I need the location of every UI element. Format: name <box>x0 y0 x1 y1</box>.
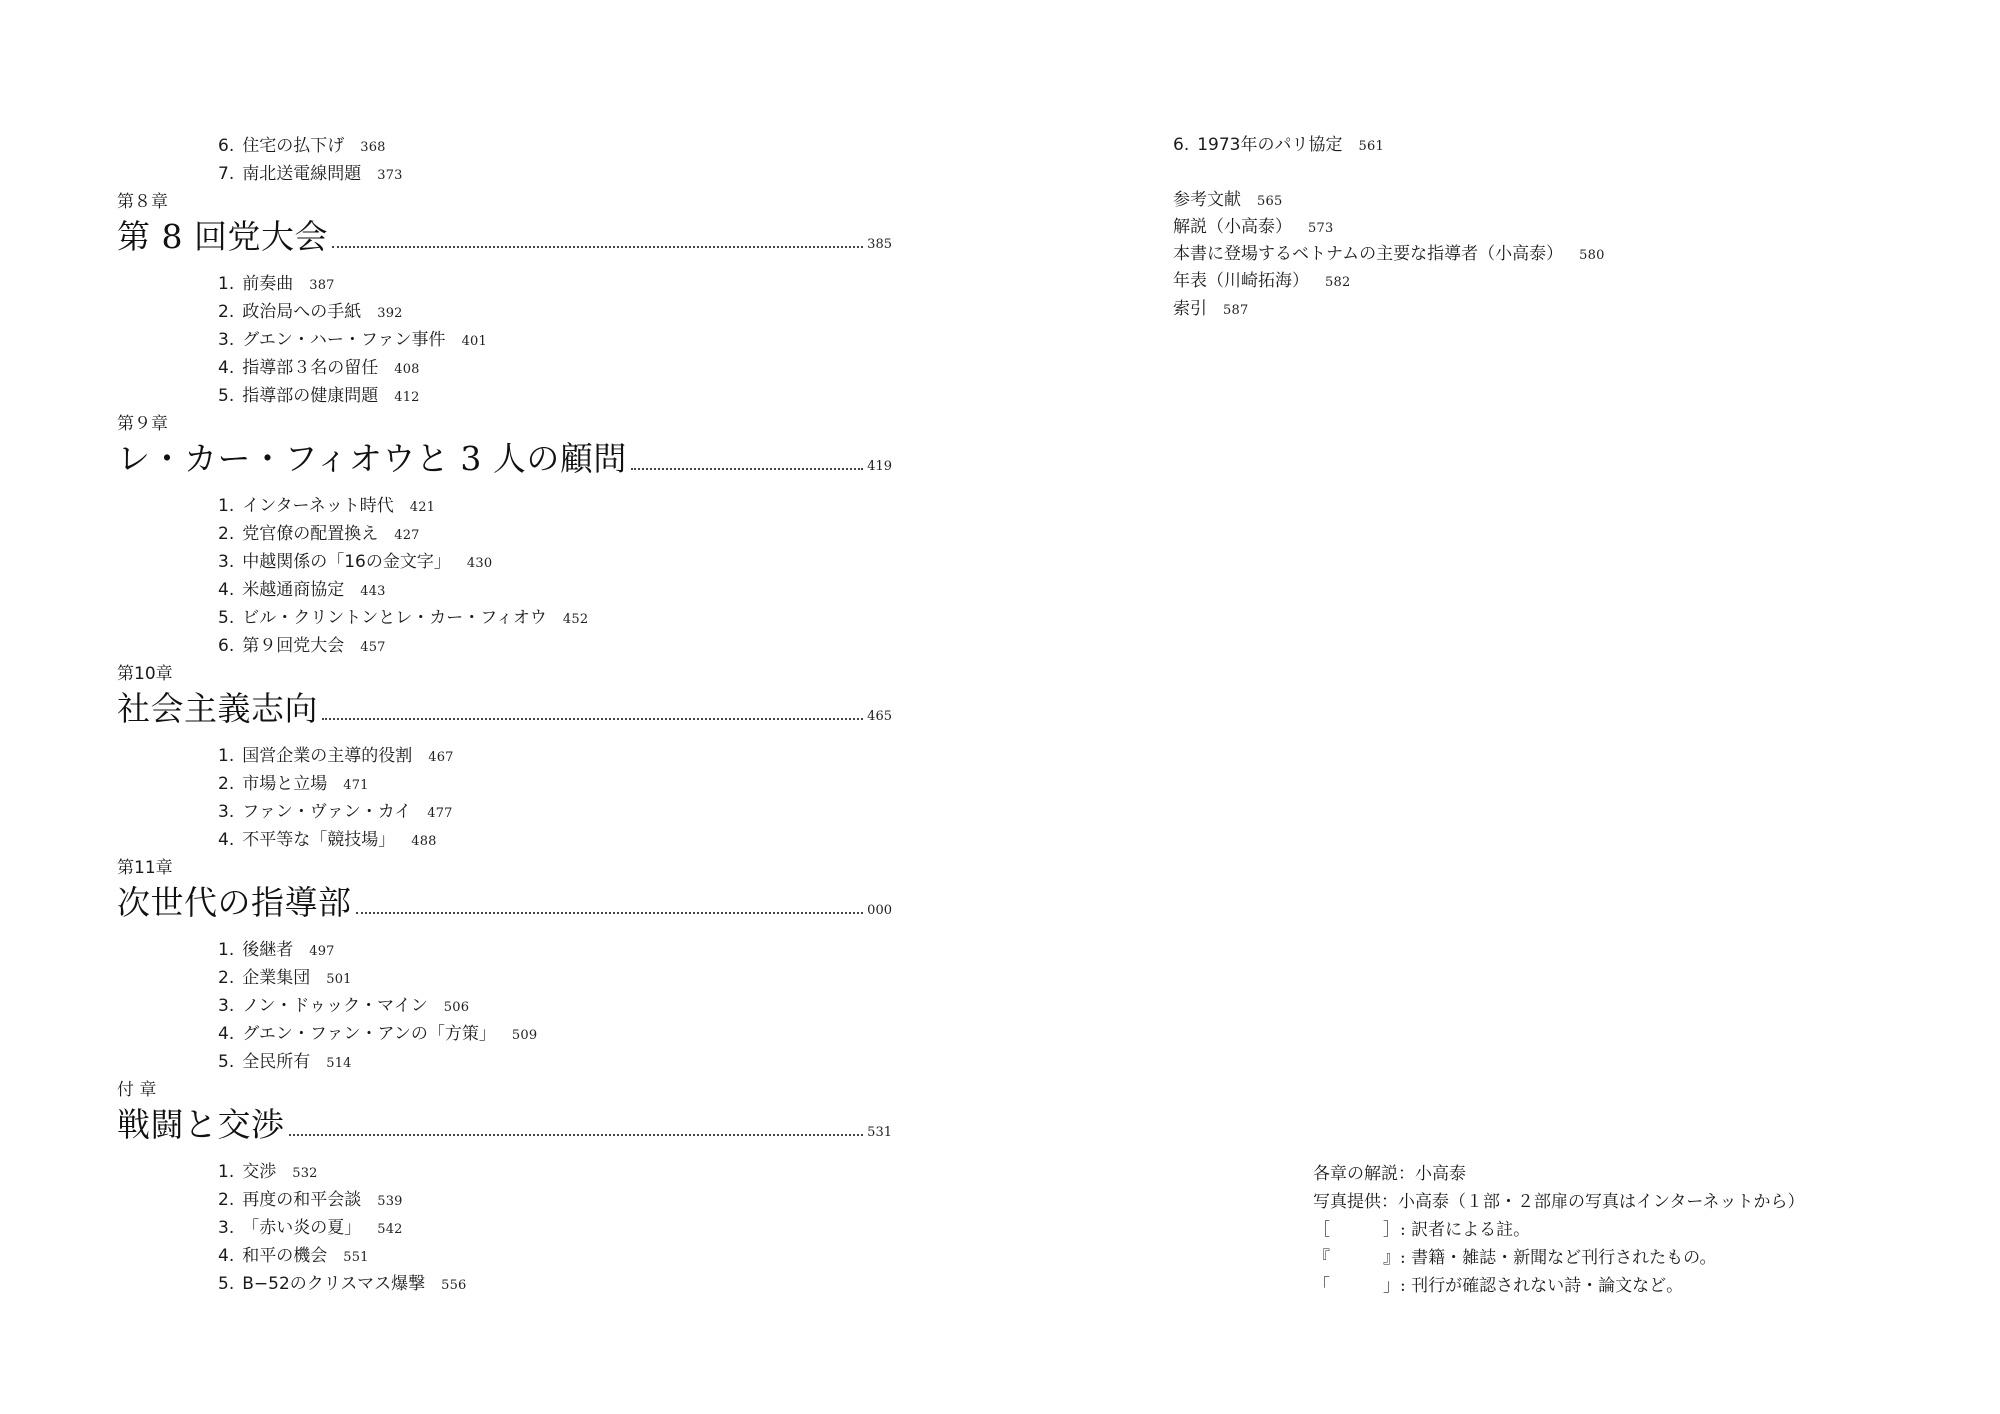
chapter-heading[interactable] <box>117 883 892 922</box>
item-page: 488 <box>411 834 437 849</box>
item-page: 477 <box>427 806 453 821</box>
chapter-title: 第 8 回党大会 <box>117 217 328 256</box>
chapter-label: 第９章 <box>117 414 168 434</box>
item-page: 373 <box>377 168 403 183</box>
item-title: ノン・ドゥック・マイン <box>242 996 428 1016</box>
chapter-title: 戦闘と交渉 <box>117 1105 285 1144</box>
toc-item[interactable]: 2. 企業集団 501 <box>218 968 352 988</box>
item-title: 米越通商協定 <box>242 580 345 600</box>
item-title: 和平の機会 <box>242 1246 328 1266</box>
square-bracket-open: ［ <box>1313 1220 1330 1240</box>
item-page: 467 <box>428 750 454 765</box>
item-page: 539 <box>377 1194 403 1209</box>
dot-leader <box>289 1134 864 1136</box>
notation-square-brackets <box>1313 1222 1530 1239</box>
item-title: 党官僚の配置換え <box>242 524 379 544</box>
item-page: 457 <box>360 640 386 655</box>
back-matter-item[interactable] <box>1173 219 1333 236</box>
item-title: ビル・クリントンとレ・カー・フィオウ <box>242 608 547 628</box>
right-page <box>1000 0 2000 1414</box>
chapter-label: 第10章 <box>117 664 173 684</box>
toc-item[interactable]: 5. 指導部の健康問題 412 <box>218 386 420 406</box>
item-title: 年表（川崎拓海） <box>1173 271 1309 291</box>
toc-item[interactable]: 6. 住宅の払下げ 368 <box>218 136 386 156</box>
item-page: 556 <box>441 1278 467 1293</box>
toc-item[interactable]: 4. 米越通商協定 443 <box>218 580 386 600</box>
toc-item[interactable]: 2. 市場と立場 471 <box>218 774 369 794</box>
single-bracket-desc: 」: 刊行が確認されない詩・論文など。 <box>1383 1276 1684 1296</box>
toc-item[interactable]: 2. 党官僚の配置換え 427 <box>218 524 420 544</box>
chapter-label: 第11章 <box>117 858 173 878</box>
chapter-label: 第８章 <box>117 192 168 212</box>
item-title: 全民所有 <box>242 1052 311 1072</box>
item-title: 政治局への手紙 <box>242 302 362 322</box>
dot-leader <box>322 718 863 720</box>
chapter-heading[interactable] <box>117 439 892 478</box>
item-page: 514 <box>326 1056 352 1071</box>
item-title: グエン・ハー・ファン事件 <box>242 330 446 350</box>
toc-item[interactable]: 5. 全民所有 514 <box>218 1052 352 1072</box>
toc-item[interactable]: 1. 交渉 532 <box>218 1162 318 1182</box>
toc-item[interactable]: 1. 前奏曲 387 <box>218 274 335 294</box>
toc-item[interactable]: 4. グエン・ファン・アンの「方策」 509 <box>218 1024 538 1044</box>
chapter-heading[interactable] <box>117 217 892 256</box>
item-page: 587 <box>1223 303 1249 318</box>
item-title: 企業集団 <box>242 968 311 988</box>
item-title: 不平等な「競技場」 <box>242 830 396 850</box>
toc-item[interactable]: 1. 国営企業の主導的役割 467 <box>218 746 454 766</box>
commentary-credit: 各章の解説：小高泰 <box>1313 1164 1466 1184</box>
item-title: ファン・ヴァン・カイ <box>242 802 412 822</box>
toc-item[interactable]: 4. 指導部３名の留任 408 <box>218 358 420 378</box>
item-title: 前奏曲 <box>242 274 294 294</box>
item-page: 501 <box>326 972 352 987</box>
toc-item[interactable]: 4. 和平の機会 551 <box>218 1246 369 1266</box>
chapter-page: 385 <box>867 237 892 252</box>
item-page: 565 <box>1257 194 1283 209</box>
item-title: 解説（小高泰） <box>1173 217 1292 237</box>
item-page: 421 <box>409 500 436 515</box>
toc-item[interactable]: 5. B−52のクリスマス爆撃 556 <box>218 1274 467 1294</box>
item-page: 582 <box>1325 275 1351 290</box>
dot-leader <box>356 912 864 914</box>
toc-item[interactable]: 3. 中越関係の「16の金文字」 430 <box>218 552 493 572</box>
item-title: B−52のクリスマス爆撃 <box>242 1274 426 1294</box>
item-title: グエン・ファン・アンの「方策」 <box>242 1024 496 1044</box>
notation-double-brackets <box>1313 1250 1716 1267</box>
item-page: 542 <box>377 1222 403 1237</box>
item-page: 580 <box>1579 248 1605 263</box>
item-title: 第９回党大会 <box>242 636 345 656</box>
toc-item[interactable]: 7. 南北送電線問題 373 <box>218 164 403 184</box>
dot-leader <box>332 246 863 248</box>
chapter-page: 465 <box>867 709 892 724</box>
item-title: 本書に登場するベトナムの主要な指導者（小高泰） <box>1173 244 1564 264</box>
item-page: 401 <box>461 334 487 349</box>
item-title: 1973年のパリ協定 <box>1197 135 1343 155</box>
item-page: 430 <box>466 556 493 571</box>
toc-item[interactable]: 1. 後継者 497 <box>218 940 335 960</box>
item-title: 索引 <box>1173 299 1207 319</box>
item-title: インターネット時代 <box>242 496 394 516</box>
chapter-page: 531 <box>867 1125 892 1140</box>
chapter-title: レ・カー・フィオウと 3 人の顧問 <box>117 439 627 478</box>
item-title: 交渉 <box>242 1162 277 1182</box>
toc-item[interactable]: 3. ファン・ヴァン・カイ 477 <box>218 802 453 822</box>
double-bracket-open: 『 <box>1313 1248 1330 1268</box>
item-page: 392 <box>377 306 403 321</box>
item-page: 551 <box>343 1250 369 1265</box>
item-title: 後継者 <box>242 940 294 960</box>
item-title: 参考文献 <box>1173 190 1241 210</box>
toc-item[interactable]: 2. 再度の和平会談 539 <box>218 1190 403 1210</box>
toc-item[interactable]: 3. グエン・ハー・ファン事件 401 <box>218 330 487 350</box>
item-page: 561 <box>1358 139 1384 154</box>
chapter-page: 419 <box>867 459 892 474</box>
item-page: 427 <box>394 528 420 543</box>
back-matter-item[interactable] <box>1173 273 1350 290</box>
item-title: 指導部３名の留任 <box>242 358 379 378</box>
chapter-title: 次世代の指導部 <box>117 883 352 922</box>
double-bracket-desc: 』: 書籍・雑誌・新聞など刊行されたもの。 <box>1383 1248 1717 1268</box>
chapter-label: 付 章 <box>117 1080 157 1100</box>
item-page: 509 <box>511 1028 538 1043</box>
back-matter-item[interactable] <box>1173 301 1248 318</box>
chapter-title: 社会主義志向 <box>117 689 318 728</box>
notation-single-brackets <box>1313 1278 1683 1295</box>
item-page: 408 <box>394 362 420 377</box>
item-page: 412 <box>394 390 420 405</box>
item-title: 再度の和平会談 <box>242 1190 362 1210</box>
toc-item[interactable]: 6. 第９回党大会 457 <box>218 636 386 656</box>
toc-item[interactable]: 2. 政治局への手紙 392 <box>218 302 403 322</box>
item-title: 指導部の健康問題 <box>242 386 379 406</box>
item-title: 国営企業の主導的役割 <box>242 746 413 766</box>
single-bracket-open: 「 <box>1313 1276 1330 1296</box>
item-page: 573 <box>1308 221 1334 236</box>
item-page: 532 <box>292 1166 318 1181</box>
item-page: 387 <box>309 278 335 293</box>
item-page: 471 <box>343 778 369 793</box>
item-title: 南北送電線問題 <box>242 164 362 184</box>
back-matter-item[interactable] <box>1173 246 1605 263</box>
photo-credit: 写真提供：小高泰（１部・２部扉の写真はインターネットから） <box>1313 1192 1805 1212</box>
item-title: 住宅の払下げ <box>242 136 345 156</box>
item-page: 452 <box>562 612 589 627</box>
toc-item[interactable]: 5. ビル・クリントンとレ・カー・フィオウ 452 <box>218 608 589 628</box>
toc-item[interactable]: 1. インターネット時代 421 <box>218 496 436 516</box>
toc-item[interactable]: 3. ノン・ドゥック・マイン 506 <box>218 996 470 1016</box>
square-bracket-desc: ］: 訳者による註。 <box>1383 1220 1531 1240</box>
item-page: 443 <box>360 584 386 599</box>
toc-item[interactable]: 4. 不平等な「競技場」 488 <box>218 830 437 850</box>
chapter-page: 000 <box>867 903 892 918</box>
toc-item[interactable]: 6. 1973年のパリ協定 561 <box>1173 135 1384 155</box>
item-page: 506 <box>443 1000 470 1015</box>
toc-item[interactable]: 3. 「赤い炎の夏」 542 <box>218 1218 403 1238</box>
item-title: 「赤い炎の夏」 <box>242 1218 362 1238</box>
item-title: 市場と立場 <box>242 774 328 794</box>
chapter-heading[interactable] <box>117 1105 892 1144</box>
back-matter-item[interactable] <box>1173 192 1282 209</box>
item-page: 368 <box>360 140 386 155</box>
chapter-heading[interactable] <box>117 689 892 728</box>
item-page: 497 <box>309 944 335 959</box>
dot-leader <box>631 468 863 470</box>
item-title: 中越関係の「16の金文字」 <box>242 552 451 572</box>
